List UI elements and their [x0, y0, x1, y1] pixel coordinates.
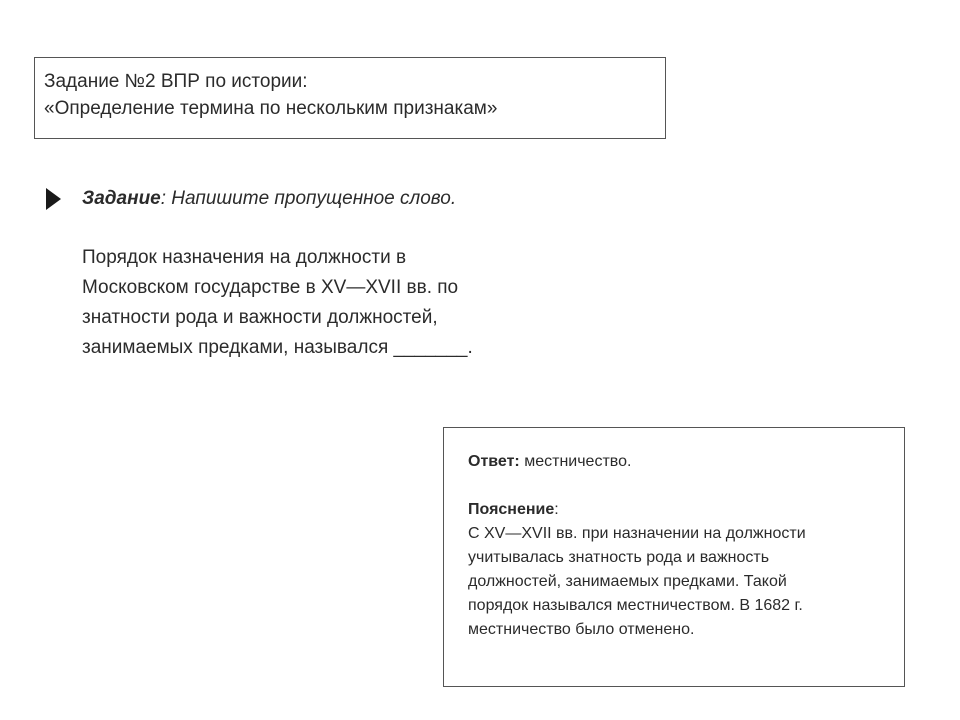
question-line: Порядок назначения на должности в [82, 247, 407, 268]
explanation-line: порядок назывался местничеством. В 1682 г. [468, 597, 803, 614]
question-line: Московском государстве в XV—XVII вв. по [82, 277, 459, 298]
task-instruction [82, 185, 456, 213]
title-box [34, 57, 666, 139]
explanation-label: Пояснение [468, 501, 555, 518]
explanation-line: должностей, занимаемых предками. Такой [468, 573, 787, 590]
title-line-1: Задание №2 ВПР по истории: [44, 71, 308, 92]
answer-line [468, 450, 904, 474]
explanation-line: местничество было отменено. [468, 621, 695, 638]
explanation-colon: : [554, 501, 559, 518]
question-line: занимаемых предками, назывался _______. [82, 337, 473, 358]
explanation-heading [468, 498, 904, 522]
title-line-2: «Определение термина по нескольким признакам» [44, 98, 498, 119]
question-line: знатности рода и важности должностей, [82, 307, 438, 328]
question-text [82, 243, 473, 363]
task-label: Задание [82, 188, 161, 209]
triangle-bullet-icon [46, 188, 61, 210]
explanation-line: учитывалась знатность рода и важность [468, 549, 770, 566]
answer-box [443, 427, 905, 687]
answer-value: местничество. [519, 453, 632, 470]
task-instruction-text: : Напишите пропущенное слово. [160, 188, 457, 209]
explanation-line: С XV—XVII вв. при назначении на должности [468, 525, 806, 542]
answer-label: Ответ: [468, 453, 520, 470]
spacer [468, 474, 904, 498]
